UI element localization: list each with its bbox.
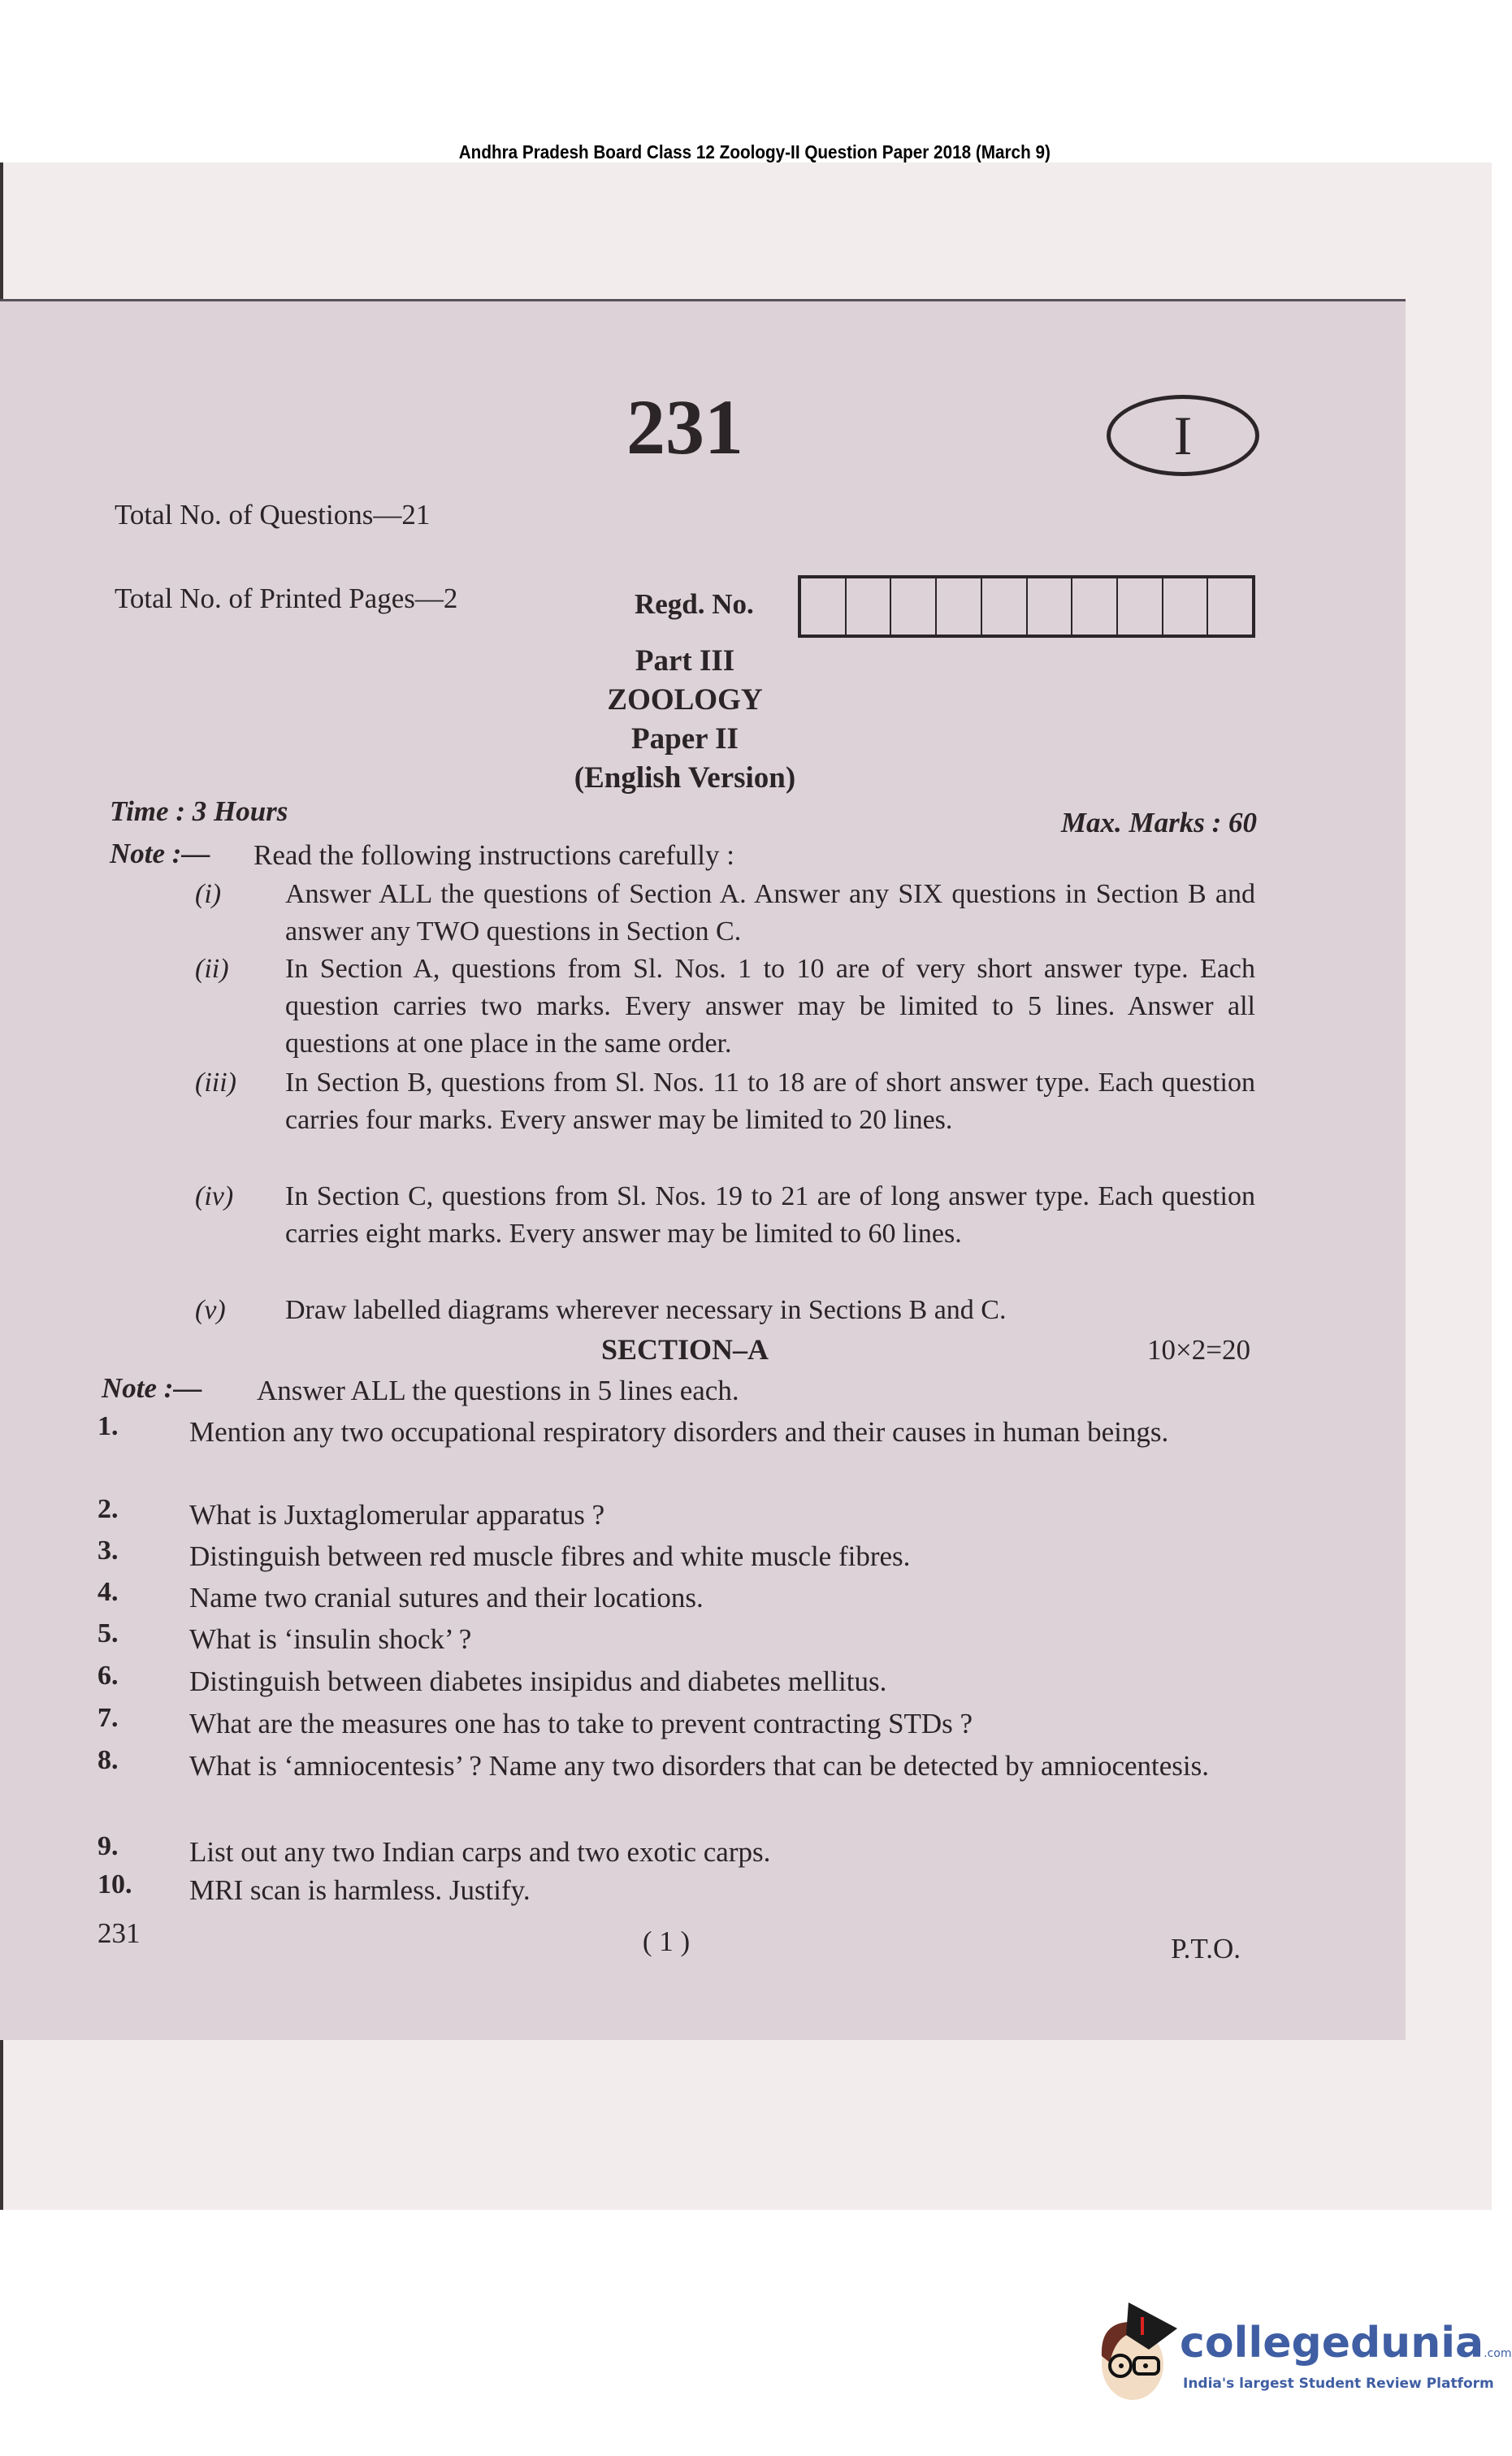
question-number: 7. xyxy=(97,1703,119,1733)
question-number: 3. xyxy=(97,1536,119,1566)
section-a-note-label: Note :— xyxy=(102,1372,202,1404)
collegedunia-logo[interactable] xyxy=(1092,2299,1512,2405)
questions-list xyxy=(97,1411,1251,1911)
regd-box[interactable] xyxy=(801,578,847,635)
question-number: 2. xyxy=(97,1494,119,1524)
question-text: What is ‘insulin shock’ ? xyxy=(189,1623,472,1655)
max-marks-label: Max. Marks : 60 xyxy=(1060,807,1257,838)
question-text: MRI scan is harmless. Justify. xyxy=(189,1874,531,1906)
section-a-note-text: Answer ALL the questions in 5 lines each. xyxy=(257,1375,739,1406)
question-number: 9. xyxy=(97,1831,119,1861)
instruction-number: (ii) xyxy=(195,954,229,984)
instruction-item xyxy=(195,1292,1255,1329)
question-item xyxy=(97,1831,1251,1869)
document-title: Andhra Pradesh Board Class 12 Zoology-II Question Paper 2018 (March 9) xyxy=(458,141,1051,162)
question-item xyxy=(97,1661,1251,1703)
instruction-number: (iii) xyxy=(195,1068,236,1098)
question-item xyxy=(97,1869,1251,1911)
regd-no-boxes[interactable] xyxy=(798,575,1255,638)
total-questions: Total No. of Questions—21 xyxy=(115,499,431,531)
question-item xyxy=(97,1703,1251,1745)
regd-box[interactable] xyxy=(982,578,1028,635)
question-text: What is Juxtaglomerular apparatus ? xyxy=(189,1499,605,1531)
question-item xyxy=(97,1494,1251,1536)
regd-no-label: Regd. No. xyxy=(635,588,754,620)
question-number: 4. xyxy=(97,1577,119,1607)
question-number: 8. xyxy=(97,1745,119,1775)
question-text: Mention any two occupational respiratory disorders and their causes in human beings. xyxy=(189,1416,1169,1448)
regd-box[interactable] xyxy=(891,578,937,635)
pto-label: P.T.O. xyxy=(1171,1933,1241,1964)
paper-label: Paper II xyxy=(631,722,739,756)
question-text: Distinguish between diabetes insipidus and diabetes mellitus. xyxy=(189,1665,887,1697)
section-a-marks: 10×2=20 xyxy=(1147,1334,1250,1366)
question-item xyxy=(97,1411,1251,1494)
question-number: 10. xyxy=(97,1869,132,1899)
question-item xyxy=(97,1618,1251,1661)
instruction-item xyxy=(195,1064,1255,1178)
part-label: Part III xyxy=(635,644,735,678)
question-text: List out any two Indian carps and two exotic carps. xyxy=(189,1836,771,1868)
question-text: What are the measures one has to take to prevent contracting STDs ? xyxy=(189,1708,973,1739)
regd-box[interactable] xyxy=(1163,578,1209,635)
logo-brand: collegedunia xyxy=(1180,2319,1484,2367)
regd-box[interactable] xyxy=(1118,578,1163,635)
note-label: Note :— xyxy=(110,838,210,869)
question-number: 6. xyxy=(97,1661,119,1691)
instruction-number: (i) xyxy=(195,879,222,909)
page-number: ( 1 ) xyxy=(642,1925,691,1957)
printed-pages: Total No. of Printed Pages—2 xyxy=(115,583,458,614)
subject-label: ZOOLOGY xyxy=(607,683,763,717)
instruction-item xyxy=(195,1178,1255,1292)
note-text: Read the following instructions carefully : xyxy=(253,839,734,871)
instruction-item xyxy=(195,951,1255,1064)
instructions-list xyxy=(195,876,1255,1329)
instruction-text: In Section B, questions from Sl. Nos. 11 to 18 are of short answer type. Each question carries four marks. Every answer may be limited to 20 lines. xyxy=(285,1068,1255,1135)
instruction-number: (iv) xyxy=(195,1181,234,1211)
instruction-item xyxy=(195,876,1255,951)
version-label: (English Version) xyxy=(574,761,796,795)
regd-box[interactable] xyxy=(1072,578,1118,635)
question-number: 1. xyxy=(97,1411,119,1441)
paper-code: 231 xyxy=(626,383,743,470)
regd-box[interactable] xyxy=(937,578,982,635)
student-mascot-icon xyxy=(1092,2299,1181,2405)
instruction-number: (v) xyxy=(195,1295,226,1325)
question-text: What is ‘amniocentesis’ ? Name any two disorders that can be detected by amniocentesis. xyxy=(189,1750,1210,1782)
question-item xyxy=(97,1536,1251,1577)
instruction-text: Answer ALL the questions of Section A. Answer any SIX questions in Section B and answer any TWO questions in Section C. xyxy=(285,879,1255,946)
regd-box[interactable] xyxy=(1028,578,1073,635)
logo-tagline: India's largest Student Review Platform xyxy=(1183,2376,1494,2392)
instruction-text: In Section C, questions from Sl. Nos. 19 to 21 are of long answer type. Each question carries eight marks. Every answer may be limited to 60 lines. xyxy=(285,1181,1255,1249)
question-text: Distinguish between red muscle fibres and white muscle fibres. xyxy=(189,1540,911,1572)
question-item xyxy=(97,1577,1251,1618)
question-number: 5. xyxy=(97,1618,119,1648)
section-a-title: SECTION–A xyxy=(600,1333,769,1366)
logo-tld: .com xyxy=(1484,2347,1512,2360)
question-text: Name two cranial sutures and their locations. xyxy=(189,1582,704,1614)
set-badge: I xyxy=(1107,395,1259,476)
instruction-text: In Section A, questions from Sl. Nos. 1 to 10 are of very short answer type. Each question carries two marks. Every answer may be limited to 5 lines. Answer all questions at one place in the same order. xyxy=(285,954,1255,1059)
question-item xyxy=(97,1745,1251,1831)
regd-box[interactable] xyxy=(1208,578,1252,635)
footer-code: 231 xyxy=(97,1917,141,1949)
time-label: Time : 3 Hours xyxy=(110,795,288,827)
regd-box[interactable] xyxy=(847,578,892,635)
instruction-text: Draw labelled diagrams wherever necessary in Sections B and C. xyxy=(285,1295,1007,1325)
